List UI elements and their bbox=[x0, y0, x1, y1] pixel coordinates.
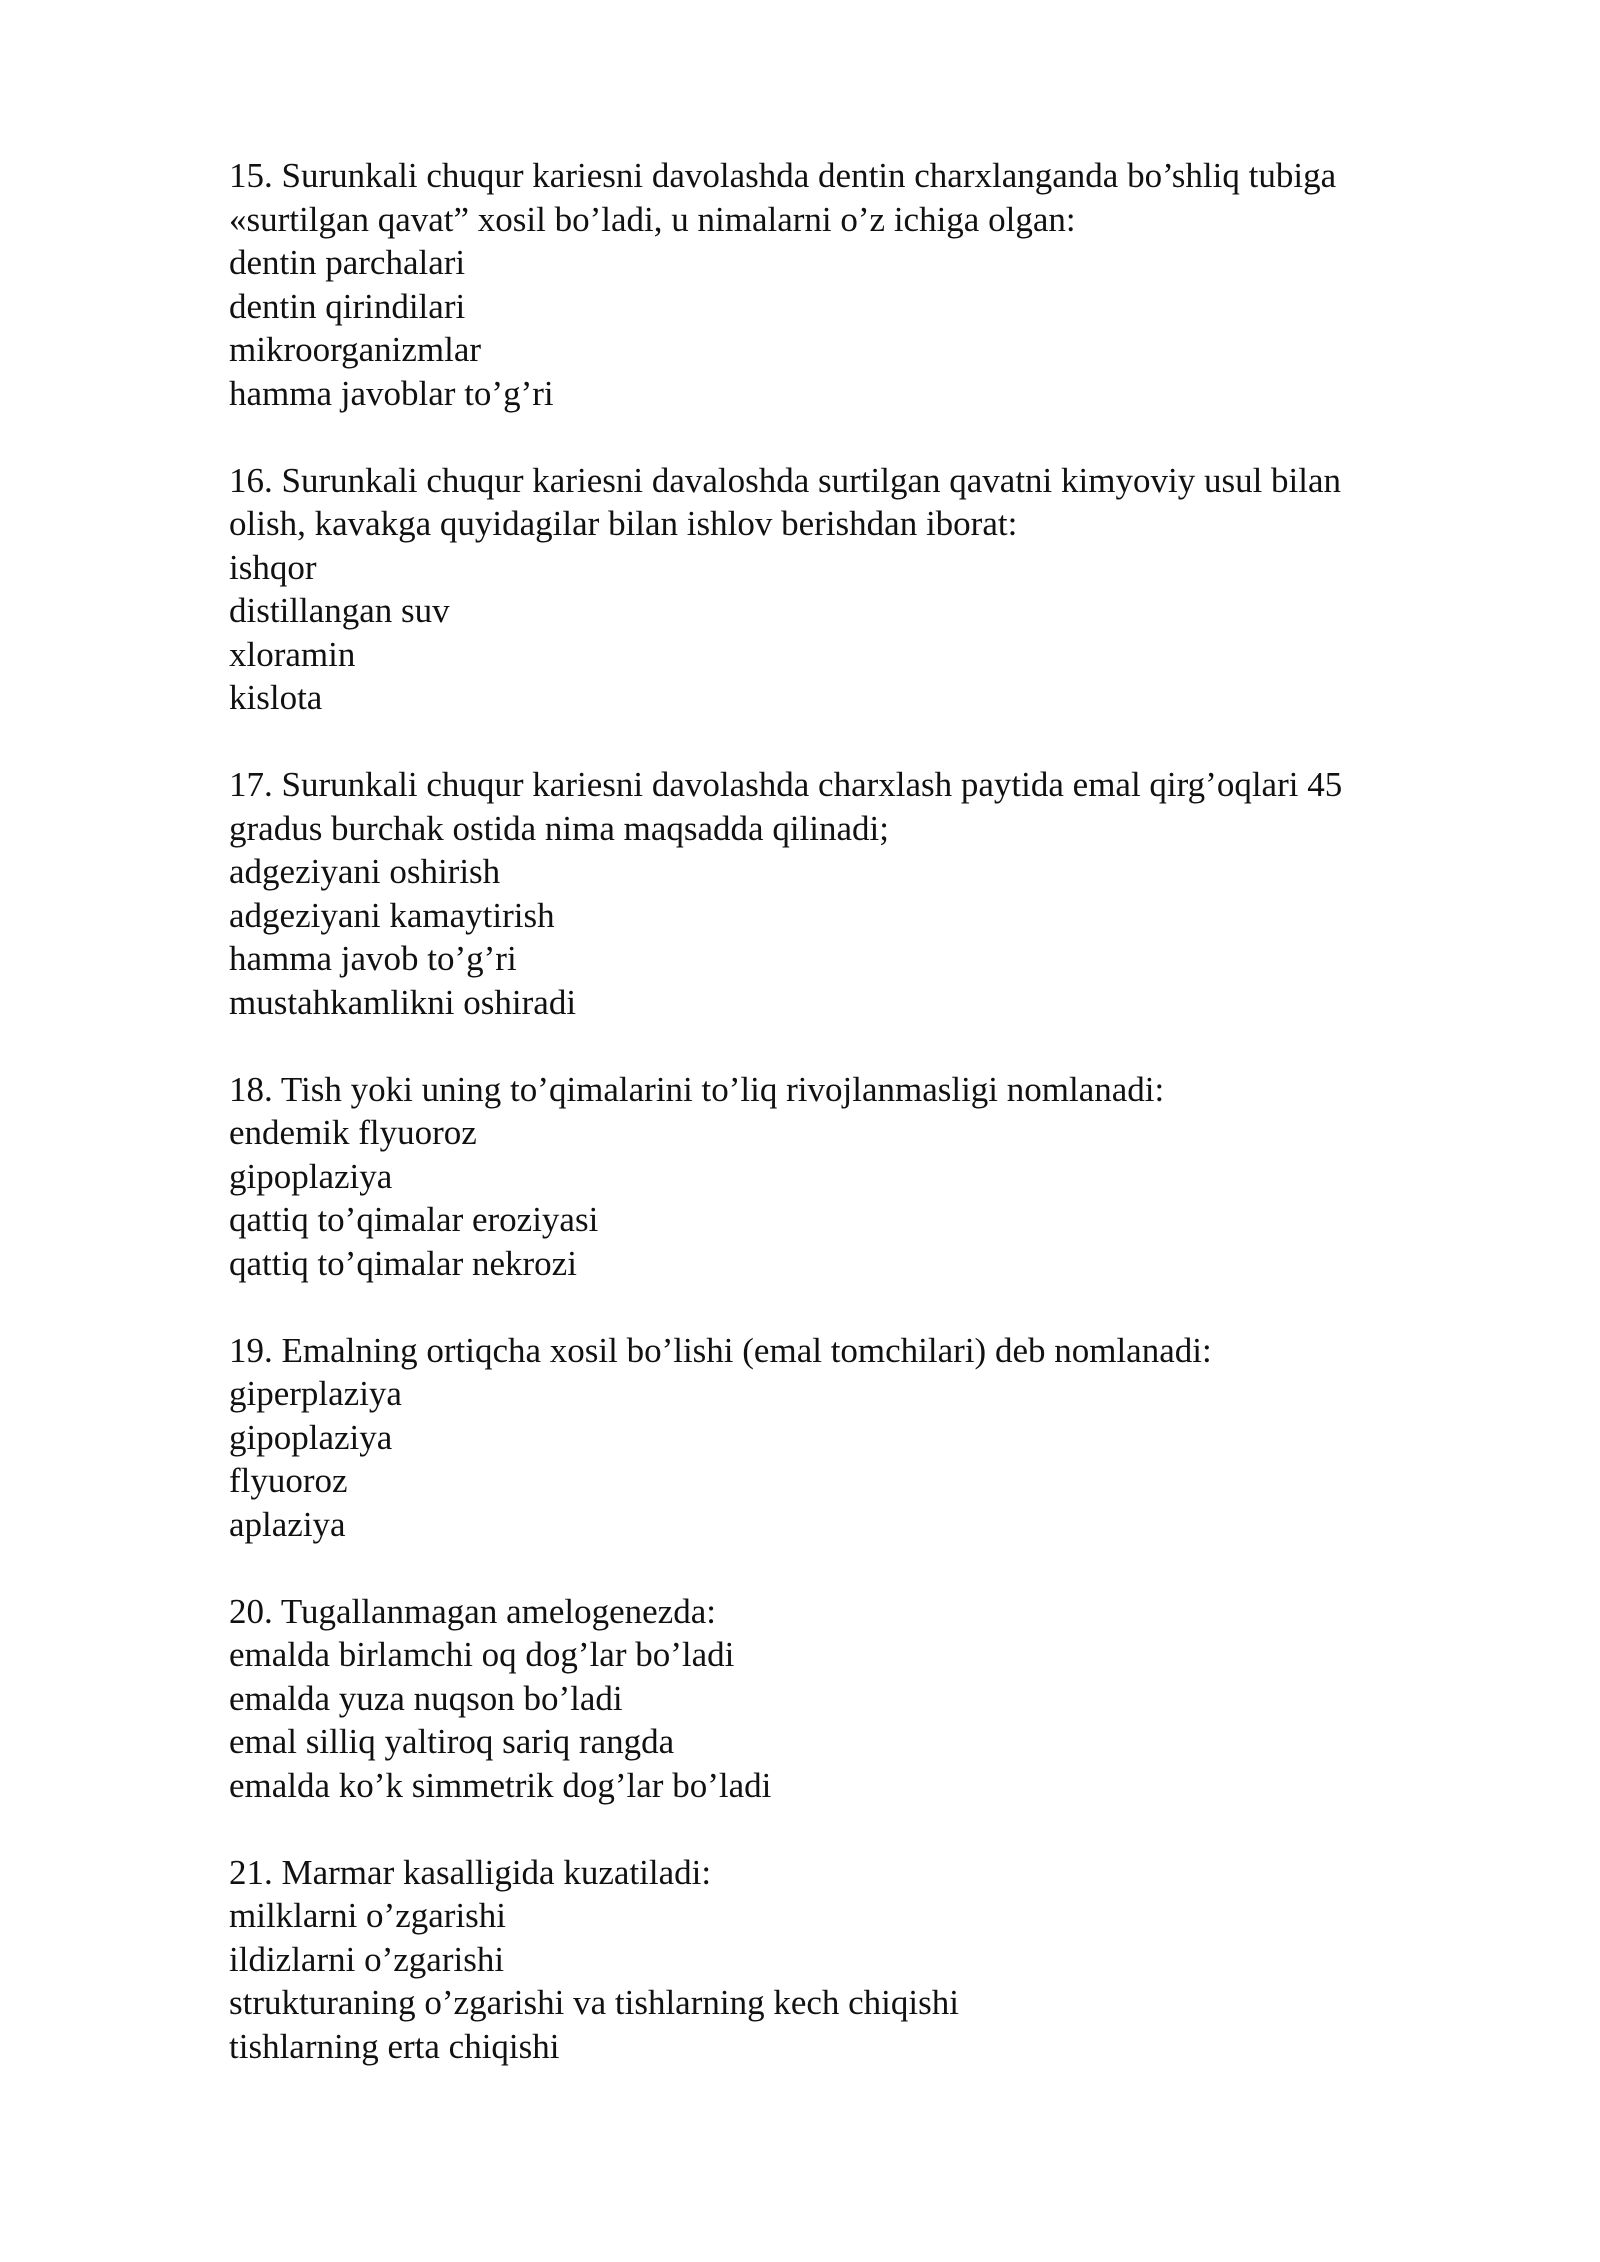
question-21 bbox=[229, 1851, 1459, 2069]
answer-option: qattiq to’qimalar eroziyasi bbox=[229, 1200, 599, 1239]
question-17 bbox=[229, 763, 1459, 1024]
question-text-line: 17. Surunkali chuqur kariesni davolashda charxlash paytida emal qirg’oqlari 45 bbox=[229, 765, 1343, 804]
question-text-line: 15. Surunkali chuqur kariesni davolashda dentin charxlanganda bo’shliq tubiga bbox=[229, 156, 1337, 195]
answer-option: aplaziya bbox=[229, 1504, 346, 1544]
question-text-line: 18. Tish yoki uning to’qimalarini to’liq rivojlanmasligi nomlanadi: bbox=[229, 1069, 1165, 1109]
answer-option: adgeziyani oshirish bbox=[229, 852, 501, 891]
question-18 bbox=[229, 1068, 1459, 1286]
answer-option: emalda ko’k simmetrik dog’lar bo’ladi bbox=[229, 1765, 772, 1805]
answer-option: emalda birlamchi oq dog’lar bo’ladi bbox=[229, 1635, 735, 1674]
answer-option: emalda yuza nuqson bo’ladi bbox=[229, 1678, 623, 1718]
question-text-line: 20. Tugallanmagan amelogenezda: bbox=[229, 1591, 716, 1631]
answer-option: flyuoroz bbox=[229, 1461, 348, 1500]
question-text-line: olish, kavakga quyidagilar bilan ishlov berishdan iborat: bbox=[229, 504, 1018, 543]
question-19 bbox=[229, 1329, 1459, 1547]
answer-option: endemik flyuoroz bbox=[229, 1113, 477, 1152]
question-list bbox=[229, 154, 1459, 2112]
answer-option: emal silliq yaltiroq sariq rangda bbox=[229, 1722, 675, 1761]
answer-option: adgeziyani kamaytirish bbox=[229, 895, 555, 935]
answer-option: hamma javob to’g’ri bbox=[229, 939, 517, 978]
question-16 bbox=[229, 459, 1459, 720]
question-text-line: «surtilgan qavat” xosil bo’ladi, u nimalarni o’z ichiga olgan: bbox=[229, 199, 1076, 239]
answer-option: ishqor bbox=[229, 547, 317, 587]
answer-option: mustahkamlikni oshiradi bbox=[229, 982, 577, 1022]
answer-option: gipoplaziya bbox=[229, 1156, 393, 1196]
answer-option: gipoplaziya bbox=[229, 1417, 393, 1457]
answer-option: tishlarning erta chiqishi bbox=[229, 2026, 560, 2066]
answer-option: dentin parchalari bbox=[229, 243, 466, 282]
answer-option: giperplaziya bbox=[229, 1374, 402, 1413]
answer-option: hamma javoblar to’g’ri bbox=[229, 373, 554, 413]
answer-option: strukturaning o’zgarishi va tishlarning kech chiqishi bbox=[229, 1983, 959, 2022]
answer-option: qattiq to’qimalar nekrozi bbox=[229, 1243, 577, 1283]
question-text-line: 16. Surunkali chuqur kariesni davaloshda surtilgan qavatni kimyoviy usul bilan bbox=[229, 460, 1342, 500]
question-15 bbox=[229, 154, 1459, 415]
answer-option: ildizlarni o’zgarishi bbox=[229, 1939, 505, 1979]
question-20 bbox=[229, 1590, 1459, 1808]
answer-option: milklarni o’zgarishi bbox=[229, 1896, 507, 1935]
question-text-line: 21. Marmar kasalligida kuzatiladi: bbox=[229, 1852, 712, 1892]
answer-option: distillangan suv bbox=[229, 591, 450, 630]
answer-option: xloramin bbox=[229, 634, 356, 674]
answer-option: mikroorganizmlar bbox=[229, 330, 482, 369]
answer-option: kislota bbox=[229, 678, 323, 717]
question-text-line: gradus burchak ostida nima maqsadda qilinadi; bbox=[229, 808, 889, 848]
answer-option: dentin qirindilari bbox=[229, 286, 466, 326]
question-text-line: 19. Emalning ortiqcha xosil bo’lishi (emal tomchilari) deb nomlanadi: bbox=[229, 1330, 1212, 1370]
